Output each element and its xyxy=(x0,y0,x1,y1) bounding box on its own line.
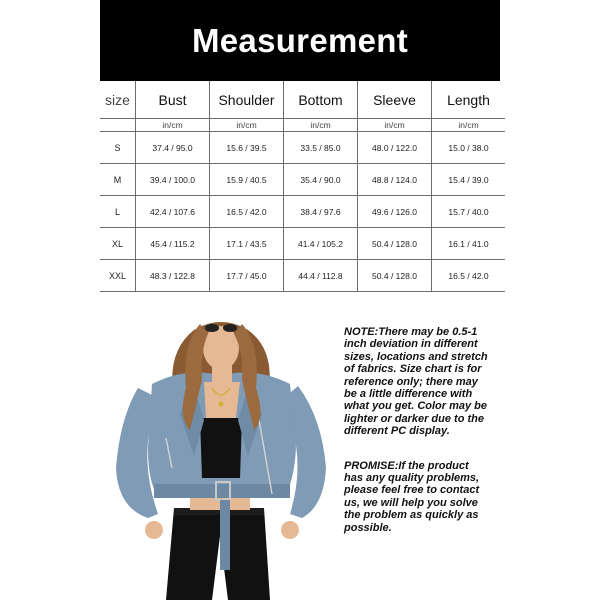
size-cell: M xyxy=(100,164,136,196)
value-cell: 48.0 / 122.0 xyxy=(358,132,432,164)
value-cell: 17.7 / 45.0 xyxy=(210,260,284,292)
table-row xyxy=(100,132,505,164)
column-header-shoulder: Shoulder xyxy=(210,81,284,119)
value-cell: 15.0 / 38.0 xyxy=(432,132,506,164)
table-row xyxy=(100,164,505,196)
value-cell: 44.4 / 112.8 xyxy=(284,260,358,292)
size-cell: S xyxy=(100,132,136,164)
note-text: NOTE:There may be 0.5-1 inch deviation in different sizes, locations and stretch of fabrics. Size chart is for reference only; there may be a little difference with what you get. Color may be lighter or darker due to the different PC display. xyxy=(344,326,488,438)
table-row xyxy=(100,228,505,260)
value-cell: 35.4 / 90.0 xyxy=(284,164,358,196)
value-cell: 17.1 / 43.5 xyxy=(210,228,284,260)
value-cell: 50.4 / 128.0 xyxy=(358,228,432,260)
size-column-header: size xyxy=(100,81,136,119)
value-cell: 48.8 / 124.0 xyxy=(358,164,432,196)
value-cell: 33.5 / 85.0 xyxy=(284,132,358,164)
value-cell: 16.5 / 42.0 xyxy=(432,260,506,292)
unit-cell: in/cm xyxy=(432,119,506,132)
value-cell: 50.4 / 128.0 xyxy=(358,260,432,292)
necklace-pendant xyxy=(219,402,224,407)
table-row xyxy=(100,260,505,292)
sunglasses-right xyxy=(223,324,237,332)
value-cell: 45.4 / 115.2 xyxy=(136,228,210,260)
value-cell: 15.7 / 40.0 xyxy=(432,196,506,228)
unit-cell: in/cm xyxy=(358,119,432,132)
value-cell: 15.4 / 39.0 xyxy=(432,164,506,196)
value-cell: 16.1 / 41.0 xyxy=(432,228,506,260)
size-cell: XL xyxy=(100,228,136,260)
jeans xyxy=(166,508,270,600)
value-cell: 49.6 / 126.0 xyxy=(358,196,432,228)
belt-tail xyxy=(220,500,230,570)
product-photo xyxy=(108,318,334,600)
units-cell-empty xyxy=(100,119,136,132)
measurement-banner xyxy=(100,0,500,81)
notes-panel xyxy=(344,326,490,534)
size-cell: XXL xyxy=(100,260,136,292)
banner-title: Measurement xyxy=(191,21,409,59)
sunglasses-left xyxy=(205,324,219,332)
table-header-row xyxy=(100,81,505,119)
table-row xyxy=(100,196,505,228)
column-header-bust: Bust xyxy=(136,81,210,119)
left-hand xyxy=(145,521,163,539)
column-header-sleeve: Sleeve xyxy=(358,81,432,119)
value-cell: 48.3 / 122.8 xyxy=(136,260,210,292)
column-header-length: Length xyxy=(432,81,506,119)
jacket-belt xyxy=(154,484,290,498)
value-cell: 38.4 / 97.6 xyxy=(284,196,358,228)
size-chart-table xyxy=(100,81,505,292)
model-illustration xyxy=(116,322,326,600)
column-header-bottom: Bottom xyxy=(284,81,358,119)
unit-cell: in/cm xyxy=(136,119,210,132)
value-cell: 16.5 / 42.0 xyxy=(210,196,284,228)
value-cell: 15.9 / 40.5 xyxy=(210,164,284,196)
promise-text: PROMISE:If the product has any quality problems, please feel free to contact us, we will help you solve the problem as quickly as possible. xyxy=(344,459,480,534)
unit-cell: in/cm xyxy=(284,119,358,132)
value-cell: 37.4 / 95.0 xyxy=(136,132,210,164)
unit-cell: in/cm xyxy=(210,119,284,132)
value-cell: 41.4 / 105.2 xyxy=(284,228,358,260)
value-cell: 15.6 / 39.5 xyxy=(210,132,284,164)
chest xyxy=(204,382,240,418)
size-cell: L xyxy=(100,196,136,228)
value-cell: 42.4 / 107.6 xyxy=(136,196,210,228)
black-crop-top xyxy=(200,418,242,478)
units-row xyxy=(100,119,505,132)
face xyxy=(203,326,239,370)
right-hand xyxy=(281,521,299,539)
value-cell: 39.4 / 100.0 xyxy=(136,164,210,196)
